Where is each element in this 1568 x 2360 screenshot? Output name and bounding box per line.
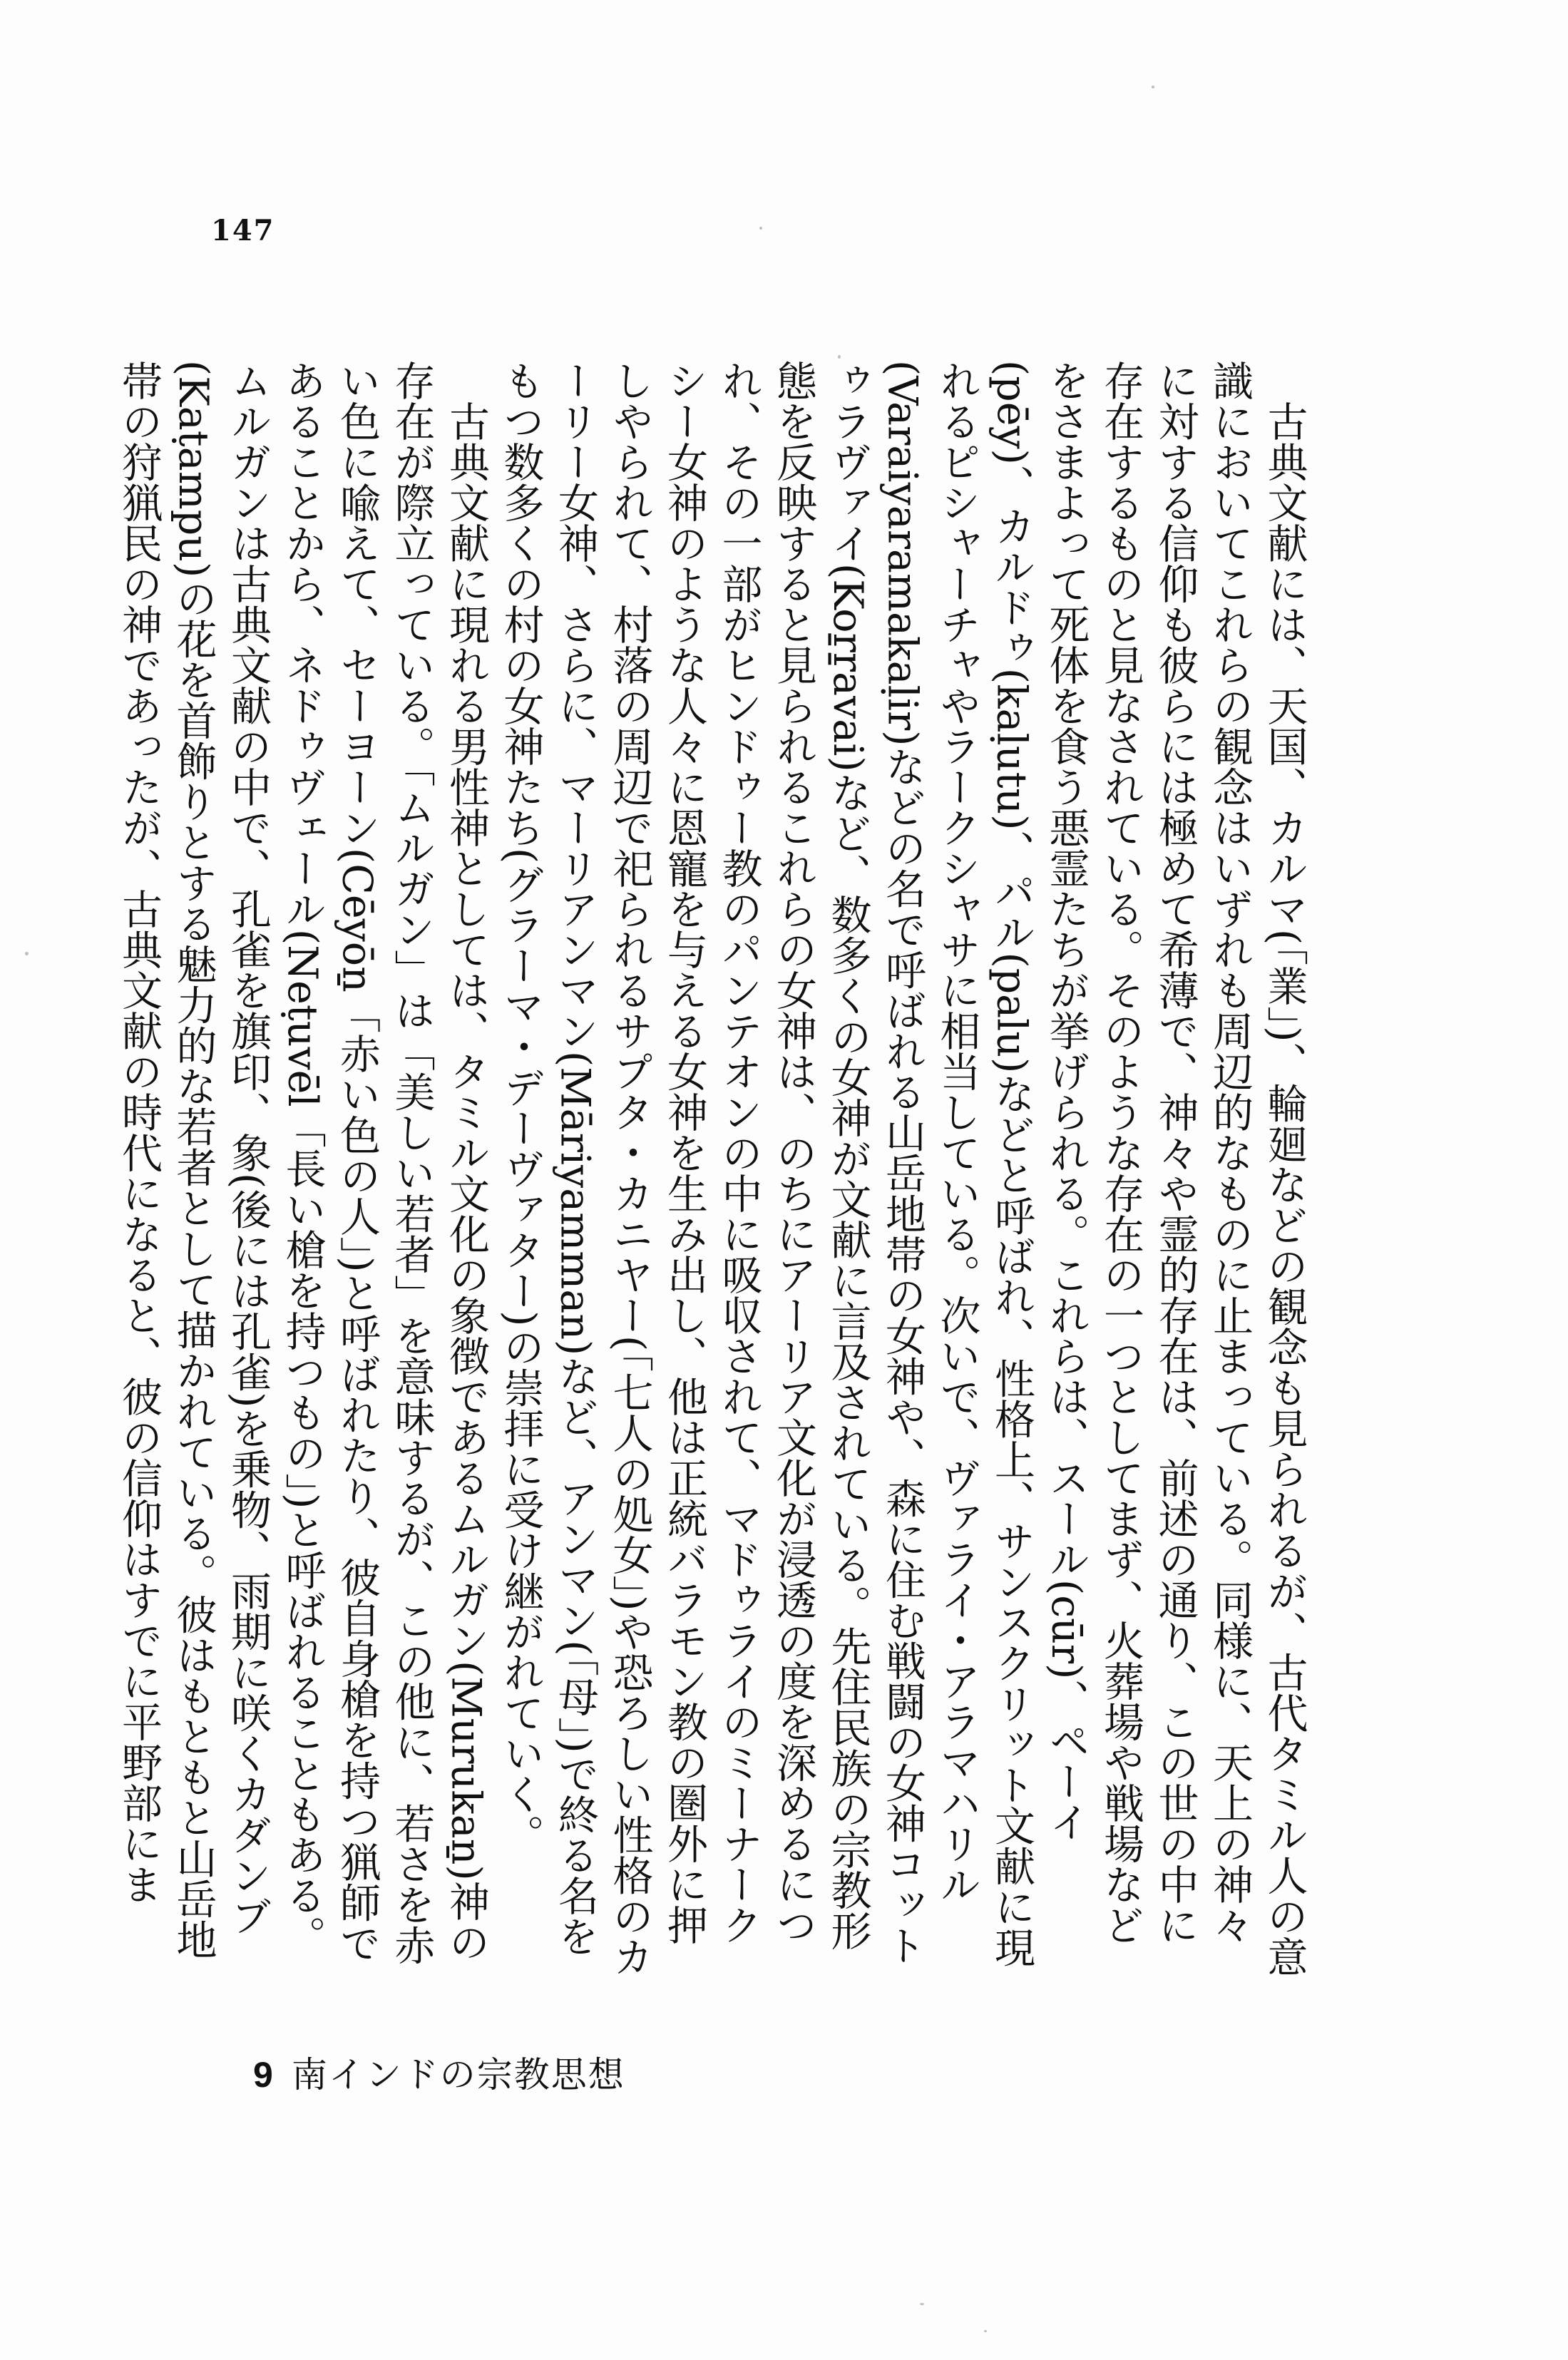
chapter-number: 9 [253, 2055, 275, 2095]
page-number: 147 [211, 214, 275, 247]
scan-speck [984, 2330, 987, 2332]
scan-speck [759, 227, 762, 230]
scan-speck [838, 355, 841, 359]
paragraph: 古典文献に現れる男性神としては、タミル文化の象徴であるムルガン(Murukaṉ)神の存在が際立っている。「ムルガン」は「美しい若者」を意味するが、この他に、若さを赤い色に喩えて、セーヨーン(Cēyōṉ「赤い色の人」)と呼ばれたり、彼自身槍を持つ猟師であることから、ネドゥヴェール(Neṭuvēl「長い槍を持つもの」)と呼ばれることもある。ムルガンは古典文献の中で、孔雀を旗印、象(後には孔雀)を乗物、雨期に咲くカダンブ(Kaṭampu)の花を首飾りとする魅力的な若者として描かれている。彼はもともと山岳地帯の狩猟民の神であったが、古典文献の時代になると、彼の信仰はすでに平野部にま [115, 360, 490, 1966]
running-footer [253, 2046, 625, 2098]
chapter-title: 南インドの宗教思想 [291, 2054, 625, 2095]
scan-speck [25, 952, 29, 955]
body-text [115, 360, 1311, 1979]
scan-speck [920, 2303, 924, 2305]
scan-speck [1152, 86, 1154, 88]
paragraph: 古典文献には、天国、カルマ(「業」)、輪廻などの観念も見られるが、古代タミル人の意識においてこれらの観念はいずれも周辺的なものに止まっている。同様に、天上の神々に対する信仰も彼らには極めて希薄で、神々や霊的存在は、前述の通り、この世の中に存在するものと見なされている。そのような存在の一つとしてまず、火葬場や戦場などをさまよって死体を食う悪霊たちが挙げられる。これらは、スール(cūr)、ペーイ(pēy)、カルドゥ(kaḷutu)、パル(palu)などと呼ばれ、性格上、サンスクリット文献に現れるピシャーチャやラークシャサに相当している。次いで、ヴァライ・アラマハリル(Varaiyaramakaḷir)などの名で呼ばれる山岳地帯の女神や、森に住む戦闘の女神コットゥラヴァイ(Koṟṟavai)など、数多くの女神が文献に言及されている。先住民族の宗教形態を反映すると見られるこれらの女神は、のちにアーリア文化が浸透の度を深めるにつれ、その一部がヒンドゥー教のパンテオンの中に吸収されて、マドゥライのミーナークシー女神のような人々に恩寵を与える女神を生み出し、他は正統バラモン教の圏外に押しやられて、村落の周辺で祀られるサプタ・カニヤー(「七人の処女」)や恐ろしい性格のカーリー女神、さらに、マーリアンマン(Māriyamman)など、アンマン(「母」)で終る名をもつ数多くの村の女神たち(グラーマ・デーヴァター)の崇拝に受け継がれていく。 [497, 360, 1308, 1977]
